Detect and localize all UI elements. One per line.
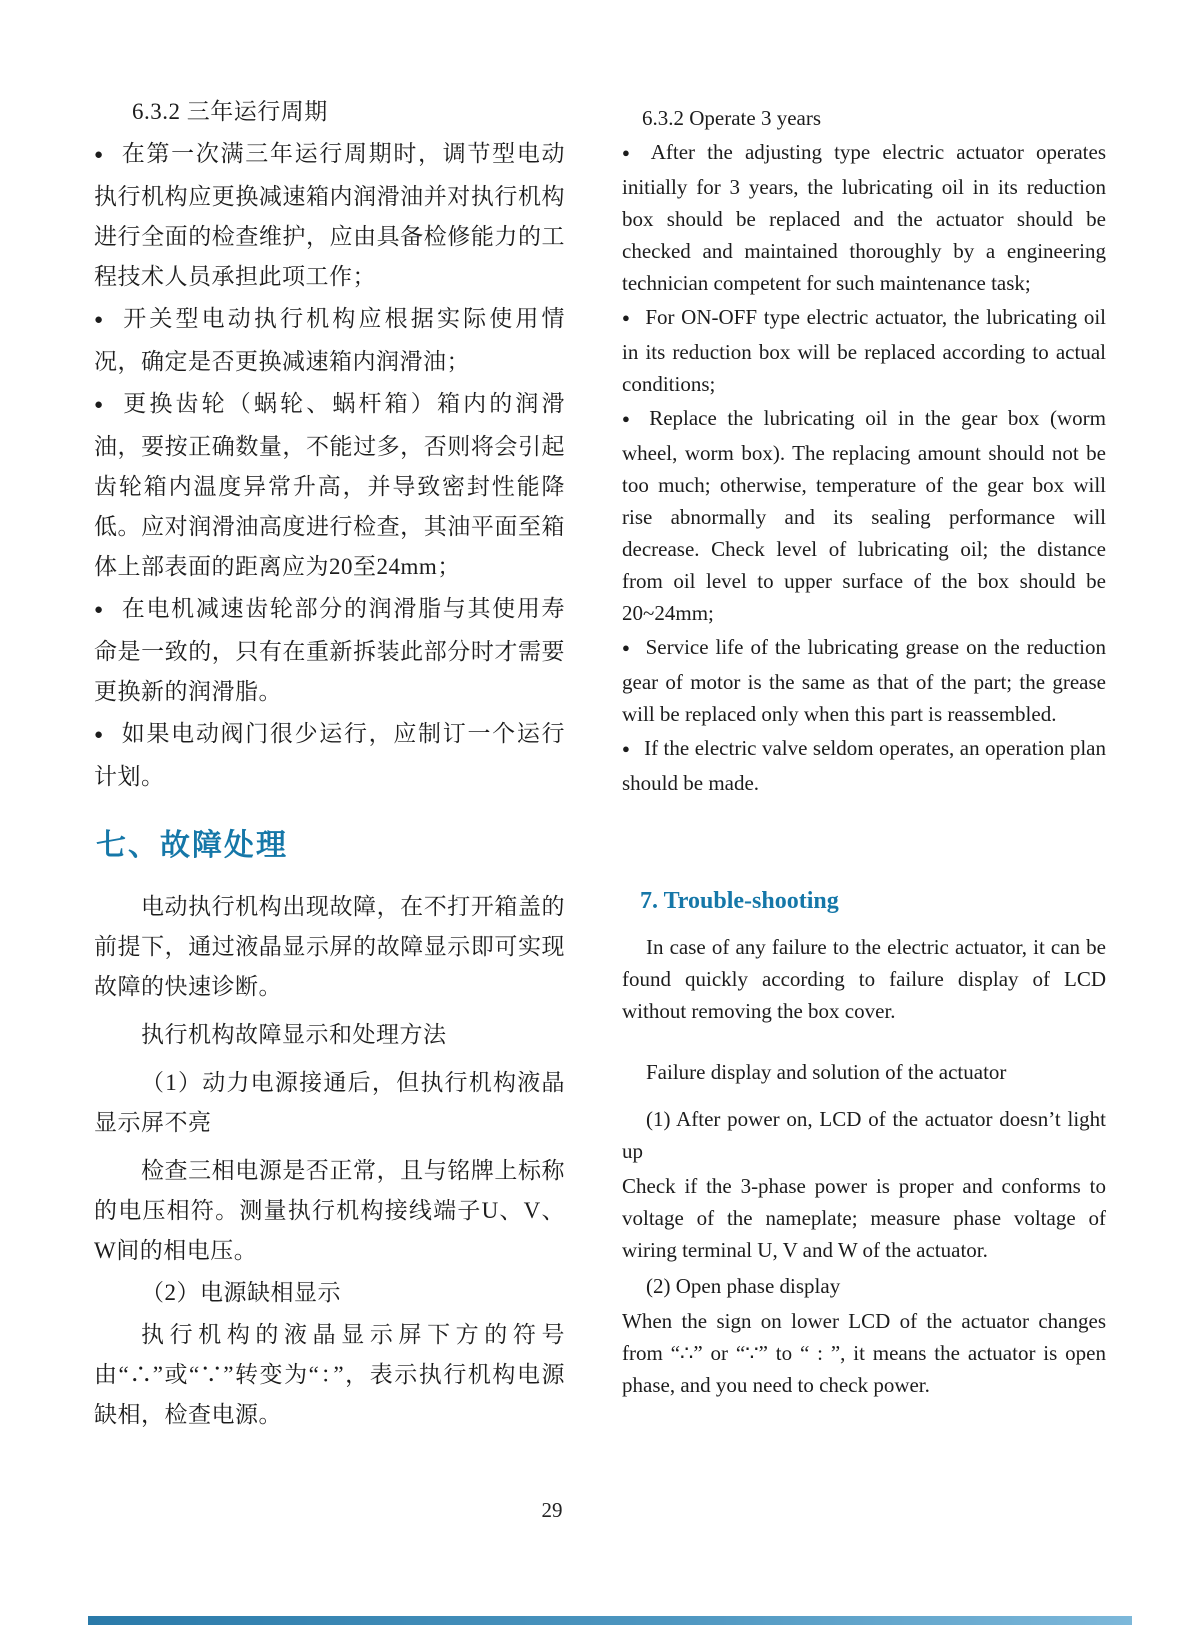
bullet-text: 开关型电动执行机构应根据实际使用情况，确定是否更换减速箱内润滑油；	[94, 306, 566, 374]
bullet-item	[94, 134, 565, 297]
footer-bar	[88, 1616, 1132, 1625]
bullet-icon: ●	[622, 640, 632, 655]
bullet-item	[94, 299, 565, 382]
bullet-text: 在第一次满三年运行周期时，调节型电动执行机构应更换减速箱内润滑油并对执行机构进行全面的检查维护，应由具备检修能力的工程技术人员承担此项工作；	[94, 141, 566, 289]
paragraph: When the sign on lower LCD of the actuator changes from “∴” or “∵” to “ : ”, it means the actuator is open phase, and you need to check power.	[622, 1309, 1106, 1397]
bullet-icon: ●	[622, 741, 631, 756]
page-number: 29	[541, 1498, 563, 1522]
bullet-icon: ●	[622, 411, 636, 426]
chapter-heading-en: 7. Trouble-shooting	[640, 888, 839, 914]
bullet-item	[622, 732, 1106, 799]
section-heading-cn: 6.3.2 三年运行周期	[132, 99, 328, 124]
chapter-heading-cn: 七、故障处理	[96, 829, 288, 862]
paragraph: 执行机构故障显示和处理方法	[141, 1022, 447, 1047]
bullet-icon: ●	[94, 312, 107, 328]
paragraph: Check if the 3-phase power is proper and conforms to voltage of the nameplate; measure phase voltage of wiring terminal U, V and W of the actuator.	[622, 1174, 1106, 1262]
bullet-item	[622, 402, 1106, 629]
section-heading-en: 6.3.2 Operate 3 years	[642, 106, 822, 130]
bullet-icon: ●	[94, 147, 105, 163]
paragraph: (1) After power on, LCD of the actuator doesn’t light up	[622, 1107, 1106, 1163]
paragraph: Failure display and solution of the actuator	[646, 1060, 1007, 1084]
paragraph: (2) Open phase display	[646, 1274, 841, 1298]
paragraph: 执行机构的液晶显示屏下方的符号由“∴”或“∵”转变为“：”，表示执行机构电源缺相，检查电源。	[94, 1322, 565, 1427]
paragraph: （2）电源缺相显示	[141, 1280, 341, 1305]
bullet-icon: ●	[94, 727, 105, 743]
bullet-item	[94, 384, 565, 587]
paragraph: 电动执行机构出现故障，在不打开箱盖的前提下，通过液晶显示屏的故障显示即可实现故障的快速诊断。	[94, 894, 565, 999]
bullet-item	[94, 714, 565, 797]
bullet-text: Replace the lubricating oil in the gear box (worm wheel, worm box). The replacing amount should not be too much; otherwise, temperature of the gear box will rise abnormally and its sealing performance will decrease. Check level of lubricating oil; the distance from oil level to upper surface of the box should be 20~24mm;	[622, 406, 1106, 625]
bullet-item	[622, 136, 1106, 299]
bullet-icon: ●	[622, 145, 637, 160]
paragraph: In case of any failure to the electric actuator, it can be found quickly according to failure display of LCD without removing the box cover.	[622, 935, 1106, 1023]
bullet-text: For ON-OFF type electric actuator, the lubricating oil in its reduction box will be replaced according to actual conditions;	[622, 305, 1106, 396]
bullet-icon: ●	[94, 602, 105, 618]
bullet-text: 如果电动阀门很少运行，应制订一个运行计划。	[94, 721, 566, 789]
bullet-icon: ●	[622, 310, 632, 325]
english-column	[622, 102, 1106, 1401]
bullet-text: 更换齿轮（蜗轮、蜗杆箱）箱内的润滑油，要按正确数量，不能过多，否则将会引起齿轮箱内温度异常升高，并导致密封性能降低。应对润滑油高度进行检查，其油平面至箱体上部表面的距离应为20至24mm；	[94, 391, 566, 579]
paragraph: 检查三相电源是否正常，且与铭牌上标称的电压相符。测量执行机构接线端子U、V、W间的相电压。	[94, 1158, 565, 1263]
bullet-icon: ●	[94, 397, 107, 413]
bullet-item	[94, 589, 565, 712]
chinese-column	[94, 92, 565, 1435]
bullet-text: After the adjusting type electric actuator operates initially for 3 years, the lubricating oil in its reduction box should be replaced and the actuator should be checked and maintained thoroughly by a engineering technician competent for such maintenance task;	[622, 140, 1106, 295]
bullet-text: If the electric valve seldom operates, an operation plan should be made.	[622, 736, 1106, 795]
bullet-item	[622, 301, 1106, 400]
bullet-item	[622, 631, 1106, 730]
bullet-text: 在电机减速齿轮部分的润滑脂与其使用寿命是一致的，只有在重新拆装此部分时才需要更换新的润滑脂。	[94, 596, 566, 704]
bullet-text: Service life of the lubricating grease on the reduction gear of motor is the same as that of the part; the grease will be replaced only when this part is reassembled.	[622, 635, 1106, 726]
paragraph: （1）动力电源接通后，但执行机构液晶显示屏不亮	[94, 1070, 565, 1135]
